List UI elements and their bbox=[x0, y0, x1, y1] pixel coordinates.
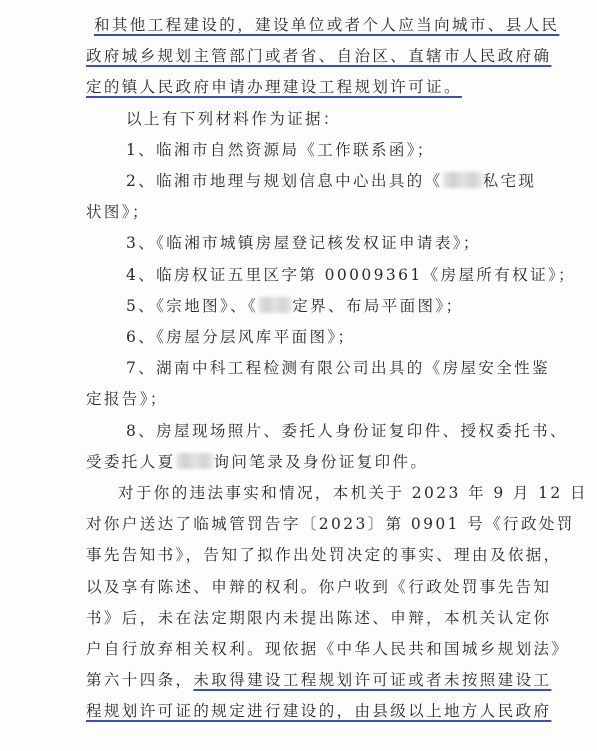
text-line-4: 以上有下列材料作为证据： bbox=[126, 109, 341, 128]
text-line-7: 状图》； bbox=[86, 203, 150, 222]
evidence-item-1: 1、临湘市自然资源局《工作联系函》； bbox=[126, 140, 435, 159]
evidence-item-2-prefix: 2、临湘市地理与规划信息中心出具的《 bbox=[126, 172, 443, 190]
evidence-item-7: 7、湖南中科工程检测有限公司出具的《房屋安全性鉴 bbox=[126, 359, 550, 378]
text-line-23: 程规划许可证的规定进行建设的，由县级以上地方人民政府 bbox=[86, 702, 552, 721]
text-line-19: 以及享有陈述、申辩的权利。你户收到《行政处罚事先告知 bbox=[86, 577, 552, 596]
text-line-13: 定报告》； bbox=[86, 390, 168, 409]
text-line-22-underlined: 未取得建设工程规划许可证或者未按照建设工 bbox=[193, 671, 552, 690]
redacted-name bbox=[443, 172, 483, 188]
evidence-item-2 bbox=[126, 170, 597, 192]
text-line-21: 户自行放弃相关权利。现依据《中华人民共和国城乡规划法》 bbox=[86, 640, 570, 658]
evidence-item-2-suffix: 私宅现 bbox=[482, 172, 537, 190]
text-line-18: 事先告知书》，告知了拟作出处罚决定的事实、理由及依据， bbox=[86, 546, 562, 565]
text-line-1: 和其他工程建设的，建设单位或者个人应当向城市、县人民 bbox=[94, 16, 560, 34]
redacted-name bbox=[176, 453, 214, 469]
text-line-22-prefix: 第六十四条， bbox=[86, 671, 194, 690]
text-line-17: 对你户送达了临城管罚告字〔2023〕第 0901 号《行政处罚 bbox=[86, 515, 575, 534]
evidence-item-6: 6、《房屋分层风库平面图》； bbox=[126, 328, 356, 346]
evidence-item-8: 8、房屋现场照片、委托人身份证复印件、授权委托书、 bbox=[126, 421, 568, 440]
text-line-15-suffix: 询问笔录及身份证复印件。 bbox=[213, 452, 429, 471]
text-line-15-prefix: 受委托人夏 bbox=[86, 452, 176, 471]
text-line-22 bbox=[86, 669, 597, 691]
text-line-16: 对于你的违法事实和情况，本机关于 2023 年 9 月 12 日 bbox=[118, 484, 588, 502]
text-line-2: 政府城乡规划主管部门或者省、自治区、直辖市人民政府确 bbox=[86, 47, 552, 66]
redacted-name bbox=[258, 297, 292, 313]
text-line-20: 书》后，未在法定期限内未提出陈述、申辩，本机关认定你 bbox=[86, 608, 552, 627]
evidence-item-5-prefix: 5、《宗地图》、《 bbox=[126, 296, 259, 315]
text-line-15 bbox=[86, 451, 597, 473]
text-line-3: 定的镇人民政府申请办理建设工程规划许可证。 bbox=[86, 78, 462, 97]
evidence-item-3: 3、《临湘市城镇房屋登记核发权证申请表》； bbox=[126, 234, 481, 253]
evidence-item-5 bbox=[126, 295, 597, 317]
evidence-item-4: 4、临房权证五里区字第 00009361《房屋所有权证》； bbox=[126, 265, 577, 284]
evidence-item-5-suffix: 定界、布局平面图》； bbox=[292, 296, 464, 315]
